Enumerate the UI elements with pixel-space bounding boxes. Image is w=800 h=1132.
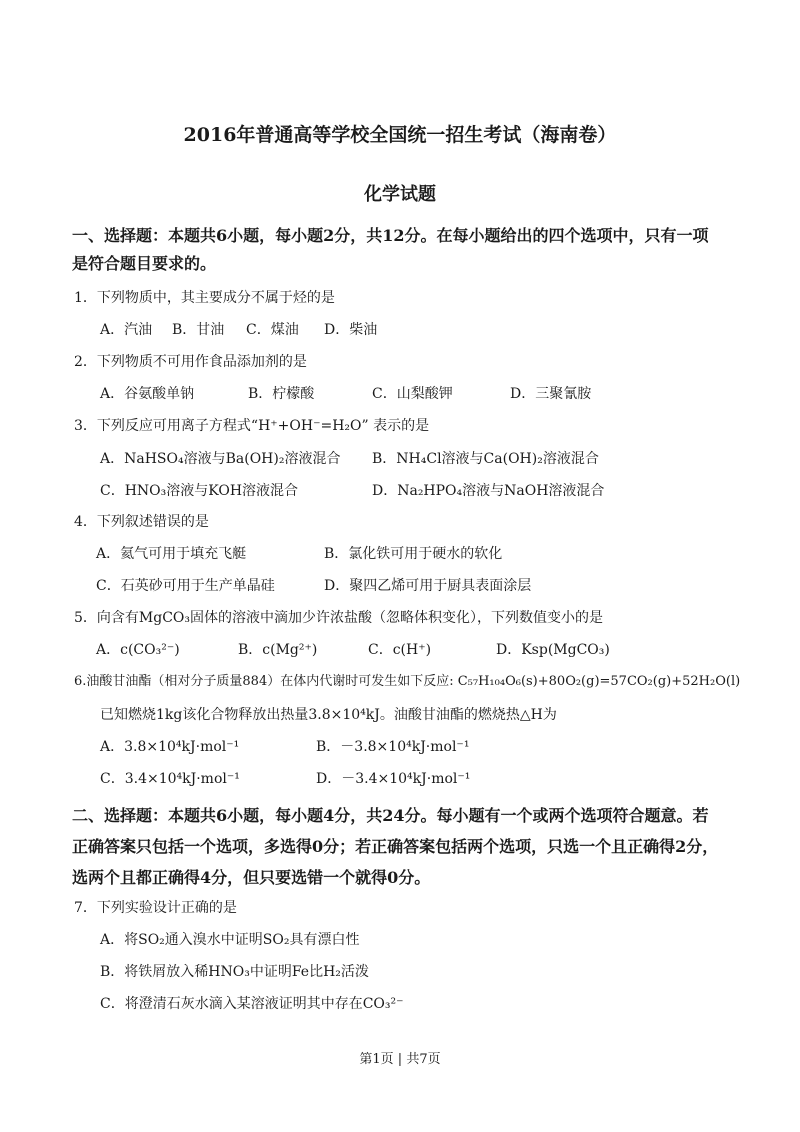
option-a: A．3.8×10⁴kJ·mol⁻¹: [100, 739, 240, 755]
section-2-line-2: 正确答案只包括一个选项，多选得0分；若正确答案包括两个选项，只选一个且正确得2分，: [72, 837, 719, 856]
page-footer: 第1页 | 共7页: [359, 1052, 441, 1067]
option-b: B．NH₄Cl溶液与Ca(OH)₂溶液混合: [372, 451, 599, 467]
section-1-instructions: [72, 222, 732, 278]
question-3-stem: 3．下列反应可用离子方程式“H⁺+OH⁻=H₂O” 表示的是: [74, 418, 430, 434]
option-d: D．聚四乙烯可用于厨具表面涂层: [324, 578, 532, 594]
option-c: C．石英砂可用于生产单晶硅: [96, 578, 275, 594]
option-d: D．－3.4×10⁴kJ·mol⁻¹: [316, 771, 471, 787]
question-7-option-b: B．将铁屑放入稀HNO₃中证明Fe比H₂活泼: [100, 964, 369, 980]
question-7-option-c: C．将澄清石灰水滴入某溶液证明其中存在CO₃²⁻: [100, 996, 404, 1012]
option-a: A．c(CO₃²⁻): [96, 642, 180, 658]
section-2-line-1: 二、选择题：本题共6小题，每小题4分，共24分。每小题有一个或两个选项符合题意。若: [72, 806, 709, 825]
option-b: B．柠檬酸: [248, 386, 315, 402]
section-2-line-3: 选两个且都正确得4分，但只要选错一个就得0分。: [72, 868, 431, 887]
option-b: B．甘油: [172, 322, 225, 338]
option-a: A．谷氨酸单钠: [100, 386, 195, 402]
option-a: A．氦气可用于填充飞艇: [96, 546, 247, 562]
option-b: B．－3.8×10⁴kJ·mol⁻¹: [316, 739, 470, 755]
question-4-options-row-2: [96, 576, 656, 596]
section-1-line-2: 是符合题目要求的。: [72, 254, 217, 273]
question-7-stem: 7．下列实验设计正确的是: [74, 900, 237, 916]
question-3-options-row-2: [100, 481, 660, 501]
option-b: B．c(Mg²⁺): [238, 642, 318, 658]
question-6-options-row-1: [100, 737, 660, 757]
question-5-options: [96, 640, 696, 660]
question-1-options: [100, 320, 500, 340]
question-4-options-row-1: [96, 544, 656, 564]
option-c: C．HNO₃溶液与KOH溶液混合: [100, 483, 299, 499]
option-c: C．c(H⁺): [368, 642, 432, 658]
option-c: C．3.4×10⁴kJ·mol⁻¹: [100, 771, 240, 787]
option-d: D．柴油: [324, 322, 378, 338]
question-3-options-row-1: [100, 449, 660, 469]
option-b: B．氯化铁可用于硬水的软化: [324, 546, 503, 562]
question-6-stem-2: 已知燃烧1kg该化合物释放出热量3.8×10⁴kJ。油酸甘油酯的燃烧热△H为: [100, 707, 557, 723]
question-6-stem: 6.油酸甘油酯（相对分子质量884）在体内代谢时可发生如下反应: C₅₇H₁₀₄O₆(s)+80O₂(g)=57CO₂(g)+52H₂O(l): [74, 674, 741, 689]
option-a: A．NaHSO₄溶液与Ba(OH)₂溶液混合: [100, 451, 341, 467]
exam-title: 2016年普通高等学校全国统一招生考试（海南卷）: [183, 124, 617, 146]
option-d: D．Na₂HPO₄溶液与NaOH溶液混合: [372, 483, 605, 499]
question-4-stem: 4．下列叙述错误的是: [74, 514, 209, 530]
section-2-instructions: [72, 800, 732, 893]
question-2-stem: 2．下列物质不可用作食品添加剂的是: [74, 354, 307, 370]
option-d: D．三聚氰胺: [510, 386, 592, 402]
question-5-stem: 5．向含有MgCO₃固体的溶液中滴加少许浓盐酸（忽略体积变化），下列数值变小的是: [74, 610, 604, 626]
option-d: D．Ksp(MgCO₃): [496, 642, 610, 658]
section-1-line-1: 一、选择题：本题共6小题，每小题2分，共12分。在每小题给出的四个选项中，只有一项: [72, 226, 709, 245]
exam-subtitle: 化学试题: [364, 184, 436, 205]
question-7-option-a: A．将SO₂通入溴水中证明SO₂具有漂白性: [100, 932, 360, 948]
question-2-options: [100, 384, 660, 404]
option-c: C．山梨酸钾: [372, 386, 453, 402]
question-6-options-row-2: [100, 769, 660, 789]
option-c: C．煤油: [246, 322, 299, 338]
option-a: A．汽油: [100, 322, 153, 338]
question-1-stem: 1．下列物质中，其主要成分不属于烃的是: [74, 290, 335, 306]
